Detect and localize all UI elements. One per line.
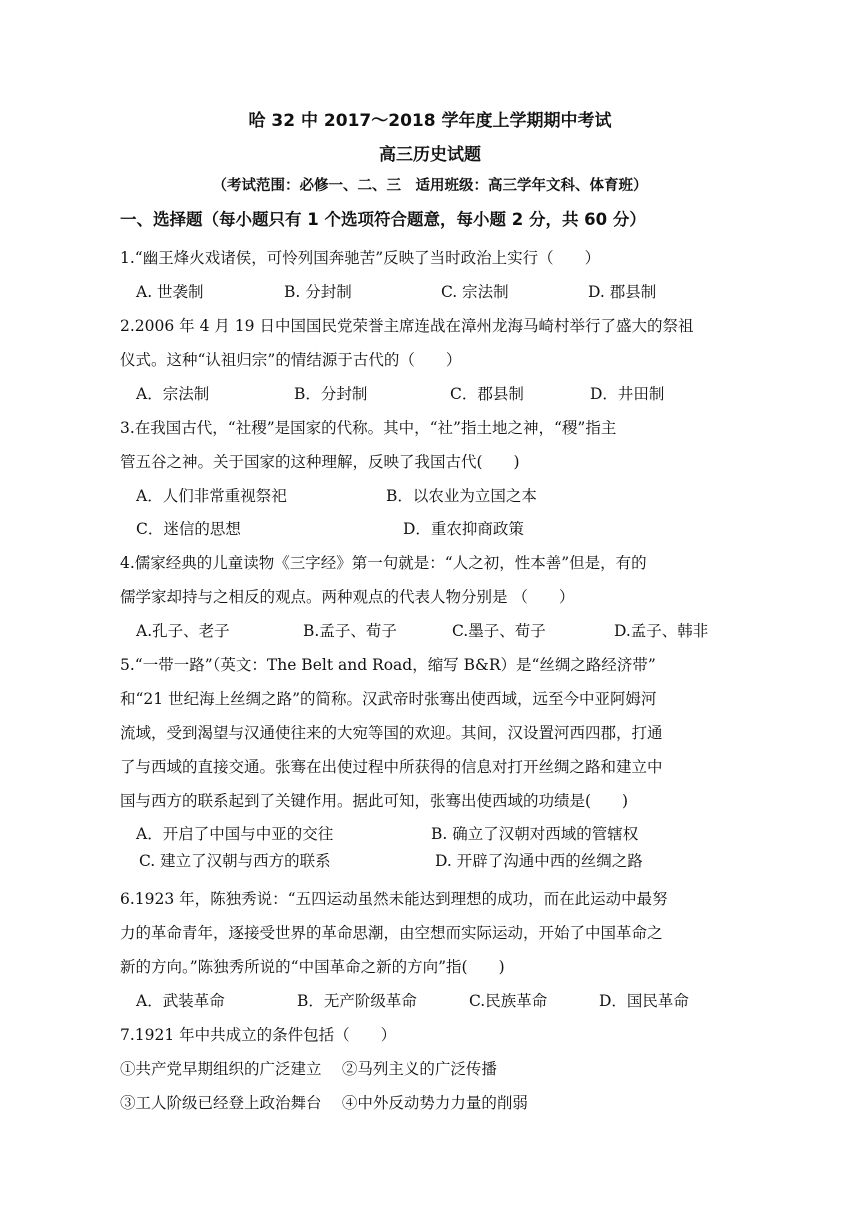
question-5-text: 了与西域的直接交通。张骞在出使过程中所获得的信息对打开丝绸之路和建立中 — [120, 758, 663, 776]
question-4-option-b: B.孟子、荀子 — [303, 622, 397, 640]
question-2-text: 仪式。这种“认祖归宗”的情结源于古代的（ ） — [120, 351, 462, 369]
question-6-option-b: B．无产阶级革命 — [297, 992, 417, 1010]
exam-title: 哈 32 中 2017～2018 学年度上学期期中考试 — [248, 111, 612, 131]
question-7-statement: ③工人阶级已经登上政治舞台 ④中外反动势力力量的削弱 — [120, 1094, 528, 1112]
question-7-text: 7.1921 年中共成立的条件包括（ ） — [120, 1026, 397, 1044]
question-2-option-c: C．郡县制 — [450, 385, 524, 403]
question-5-option-d: D. 开辟了沟通中西的丝绸之路 — [435, 852, 643, 870]
question-2-option-b: B．分封制 — [294, 385, 368, 403]
question-3-option-c: C．迷信的思想 — [136, 520, 241, 538]
question-5-text: 5.“一带一路”（英文：The Belt and Road，缩写 B&R）是“丝绸之路经济带” — [120, 656, 656, 674]
question-4-option-d: D.孟子、韩非 — [614, 622, 709, 640]
question-3-option-b: B．以农业为立国之本 — [386, 487, 537, 505]
question-4-option-a: A.孔子、老子 — [136, 622, 230, 640]
question-6-text: 力的革命青年，逐接受世界的革命思潮，由空想而实际运动，开始了中国革命之 — [120, 924, 663, 942]
question-6-text: 新的方向。”陈独秀所说的“中国革命之新的方向”指( ) — [120, 958, 505, 976]
question-5-option-a: A．开启了中国与中亚的交往 — [136, 825, 334, 843]
question-5-text: 和“21 世纪海上丝绸之路”的简称。汉武帝时张骞出使西域，远至今中亚阿姆河 — [120, 690, 657, 708]
question-4-text: 4.儒家经典的儿童读物《三字经》第一句就是：“人之初，性本善”但是，有的 — [120, 554, 647, 572]
question-2-text: 2.2006 年 4 月 19 日中国国民党荣誉主席连战在漳州龙海马崎村举行了盛大的祭祖 — [120, 317, 694, 335]
question-5-text: 国与西方的联系起到了关键作用。据此可知，张骞出使西域的功绩是( ) — [120, 792, 629, 810]
exam-scope: （考试范围：必修一、二、三 适用班级：高三学年文科、体育班） — [212, 178, 648, 194]
question-1-text: 1.“幽王烽火戏诸侯，可怜列国奔驰苦”反映了当时政治上实行（ ） — [120, 249, 601, 267]
question-2-option-d: D．井田制 — [590, 385, 665, 403]
section-heading: 一、选择题（每小题只有 1 个选项符合题意，每小题 2 分，共 60 分） — [120, 210, 646, 229]
question-3-text: 3.在我国古代，“社稷”是国家的代称。其中，“社”指土地之神，“稷”指主 — [120, 419, 617, 437]
question-4-text: 儒学家却持与之相反的观点。两种观点的代表人物分别是 （ ） — [120, 588, 575, 606]
question-4-option-c: C.墨子、荀子 — [452, 622, 546, 640]
question-1-option-a: A. 世袭制 — [136, 283, 204, 301]
question-6-option-a: A．武装革命 — [136, 992, 225, 1010]
question-6-text: 6.1923 年，陈独秀说：“五四运动虽然未能达到理想的成功，而在此运动中最努 — [120, 890, 668, 908]
question-5-option-b: B. 确立了汉朝对西域的管辖权 — [431, 825, 639, 843]
question-2-option-a: A．宗法制 — [136, 385, 210, 403]
question-1-option-d: D. 郡县制 — [588, 283, 657, 301]
question-3-text: 管五谷之神。关于国家的这种理解，反映了我国古代( ) — [120, 453, 520, 471]
exam-subtitle: 高三历史试题 — [379, 145, 481, 165]
question-6-option-c: C.民族革命 — [469, 992, 548, 1010]
question-6-option-d: D．国民革命 — [599, 992, 689, 1010]
question-5-option-c: C. 建立了汉朝与西方的联系 — [139, 852, 331, 870]
question-5-text: 流域，受到渴望与汉通使往来的大宛等国的欢迎。其间，汉设置河西四郡，打通 — [120, 724, 663, 742]
question-7-statement: ①共产党早期组织的广泛建立 ②马列主义的广泛传播 — [120, 1060, 497, 1078]
question-1-option-c: C. 宗法制 — [441, 283, 509, 301]
question-3-option-d: D．重农抑商政策 — [403, 520, 524, 538]
question-3-option-a: A．人们非常重视祭祀 — [136, 487, 287, 505]
question-1-option-b: B. 分封制 — [284, 283, 352, 301]
